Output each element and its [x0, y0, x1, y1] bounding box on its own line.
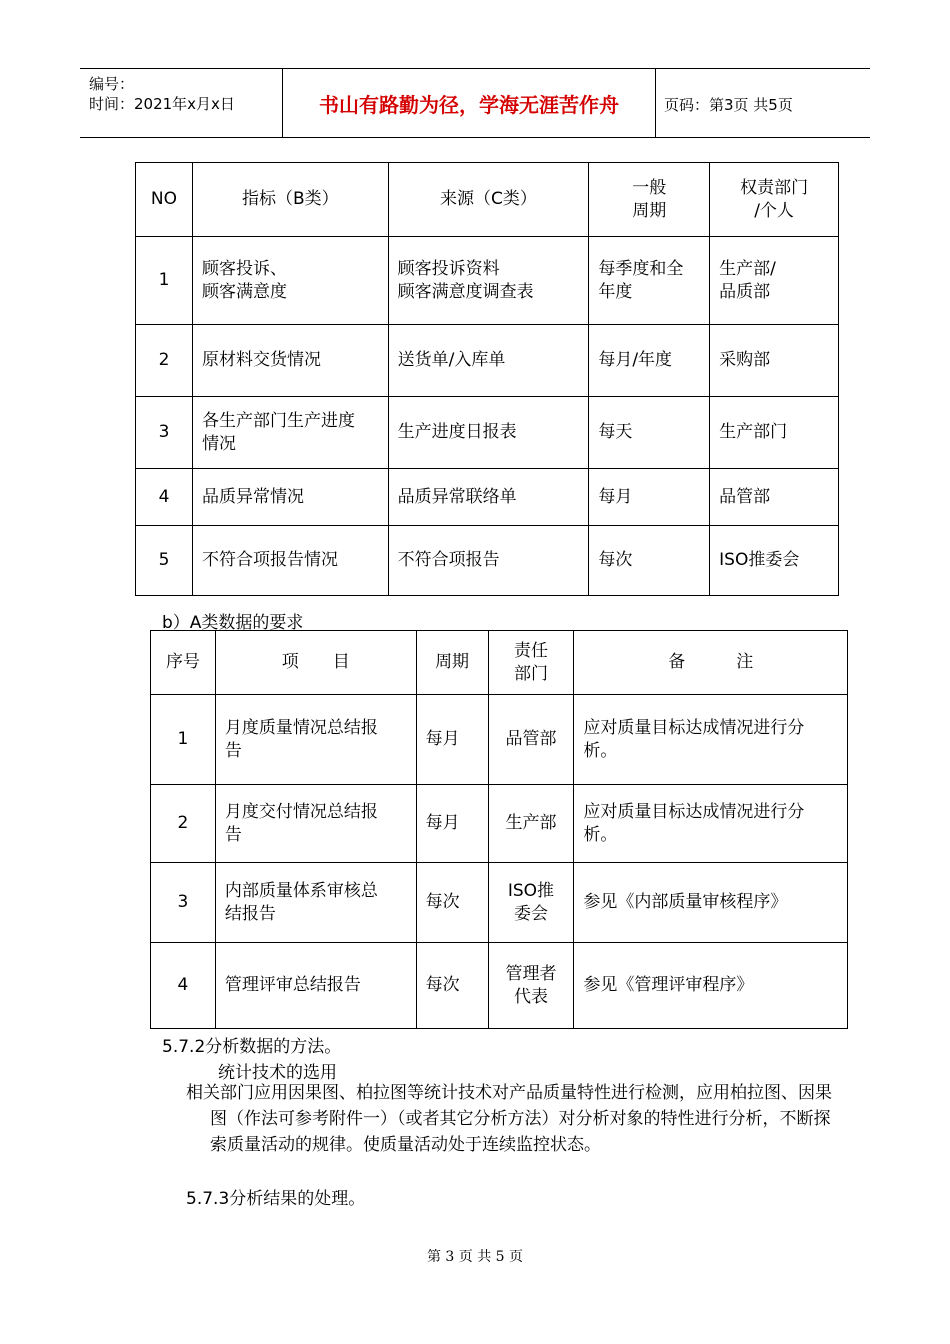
- table-cell: 每月: [416, 785, 488, 863]
- analysis-paragraph: 相关部门应用因果图、柏拉图等统计技术对产品质量特性进行检测，应用柏拉图、因果图（作法可参考附件一）（或者其它分析方法）对分析对象的特性进行分析，不断探索质量活动的规律。使质量活动处于连续监控状态。: [186, 1083, 832, 1155]
- table-row: [136, 237, 839, 325]
- table-cell: 采购部: [710, 325, 839, 397]
- table-cell: 管理评审总结报告: [215, 943, 416, 1029]
- cell-text: 应对质量目标达成情况进行分 析。: [583, 801, 805, 845]
- table-cell: [192, 237, 388, 325]
- cell-text: 内部质量体系审核总 结报告: [224, 880, 378, 924]
- table-cell: [574, 695, 848, 785]
- table-cell: 每次: [416, 863, 488, 943]
- section-b-title: b）A类数据的要求: [162, 613, 304, 633]
- table-cell: 送货单/入库单: [388, 325, 589, 397]
- table-cell: [388, 237, 589, 325]
- table-cell: 2: [151, 785, 216, 863]
- table-cell: 每天: [589, 397, 710, 469]
- cell-text: ISO推 委会: [507, 880, 555, 924]
- table-row: [151, 785, 848, 863]
- table-cell: 不符合项报告情况: [192, 526, 388, 596]
- cell-text: 管理者 代表: [505, 963, 557, 1007]
- header-cell-text: 责任 部门: [513, 640, 548, 684]
- page-header: [80, 68, 870, 138]
- table-cell: ISO推委会: [710, 526, 839, 596]
- table-cell: 不符合项报告: [388, 526, 589, 596]
- table-row: [151, 863, 848, 943]
- header-left-cell: [80, 69, 283, 137]
- table-cell: [574, 785, 848, 863]
- table-row: [136, 397, 839, 469]
- table-row: [151, 943, 848, 1029]
- page-label: 页码：第3页 共5页: [664, 96, 793, 114]
- table-cell: 4: [136, 469, 193, 526]
- table-cell: 生产部门: [710, 397, 839, 469]
- table-row: [136, 469, 839, 526]
- header-cell: 项 目: [215, 631, 416, 695]
- table-cell: 每次: [589, 526, 710, 596]
- table-cell: 1: [136, 237, 193, 325]
- header-cell: 来源（C类）: [388, 163, 589, 237]
- a-data-table: [150, 630, 848, 1029]
- header-cell: 指标（B类）: [192, 163, 388, 237]
- cell-text: 顾客投诉资料 顾客满意度调查表: [397, 258, 534, 302]
- table-cell: 每月: [589, 469, 710, 526]
- stat-technique-heading: 统计技术的选用: [218, 1063, 337, 1083]
- table-cell: [488, 863, 574, 943]
- table-row: [151, 695, 848, 785]
- table-cell: 品质异常联络单: [388, 469, 589, 526]
- table-cell: 生产进度日报表: [388, 397, 589, 469]
- table-cell: 每月: [416, 695, 488, 785]
- table-cell: 品管部: [488, 695, 574, 785]
- section-572-heading: 5.7.2分析数据的方法。: [162, 1037, 342, 1057]
- header-cell: [710, 163, 839, 237]
- cell-text: 应对质量目标达成情况进行分 析。: [583, 717, 805, 761]
- cell-text: 月度质量情况总结报 告: [224, 717, 378, 761]
- cell-text: 顾客投诉、 顾客满意度: [201, 258, 287, 302]
- header-cell: 备 注: [574, 631, 848, 695]
- header-cell-text: 权责部门 /个人: [740, 177, 809, 221]
- table-cell: 品质异常情况: [192, 469, 388, 526]
- cell-text: 每季度和全 年度: [598, 258, 684, 302]
- cell-text: 月度交付情况总结报 告: [224, 801, 378, 845]
- number-label: 编号：: [89, 75, 135, 93]
- table-cell: 每次: [416, 943, 488, 1029]
- cell-text: 生产部/ 品质部: [719, 258, 776, 302]
- table-cell: 品管部: [710, 469, 839, 526]
- time-label: 时间：2021年x月x日: [89, 95, 235, 113]
- indicator-table: [135, 162, 839, 596]
- table-cell: [192, 397, 388, 469]
- table-row: [136, 325, 839, 397]
- table-header-row: [136, 163, 839, 237]
- header-cell: 周期: [416, 631, 488, 695]
- table-cell: [710, 237, 839, 325]
- table-cell: [215, 785, 416, 863]
- header-motto: 书山有路勤为径，学海无涯苦作舟: [283, 69, 656, 137]
- table-cell: 参见《内部质量审核程序》: [574, 863, 848, 943]
- table-cell: 生产部: [488, 785, 574, 863]
- header-cell-text: 一般 周期: [632, 177, 667, 221]
- table-cell: 1: [151, 695, 216, 785]
- table-row: [136, 526, 839, 596]
- table-cell: [215, 695, 416, 785]
- section-573-heading: 5.7.3分析结果的处理。: [186, 1189, 366, 1209]
- header-cell: [488, 631, 574, 695]
- header-cell: [589, 163, 710, 237]
- table-cell: [488, 943, 574, 1029]
- table-cell: 5: [136, 526, 193, 596]
- header-cell: 序号: [151, 631, 216, 695]
- header-cell: NO: [136, 163, 193, 237]
- table-cell: 原材料交货情况: [192, 325, 388, 397]
- table-cell: [589, 237, 710, 325]
- table-cell: 2: [136, 325, 193, 397]
- cell-text: 各生产部门生产进度 情况: [201, 410, 355, 454]
- table-cell: 3: [136, 397, 193, 469]
- table-cell: 每月/年度: [589, 325, 710, 397]
- table-cell: 3: [151, 863, 216, 943]
- table-cell: 参见《管理评审程序》: [574, 943, 848, 1029]
- table-header-row: [151, 631, 848, 695]
- table-cell: 4: [151, 943, 216, 1029]
- page-footer: 第 3 页 共 5 页: [426, 1249, 524, 1265]
- table-cell: [215, 863, 416, 943]
